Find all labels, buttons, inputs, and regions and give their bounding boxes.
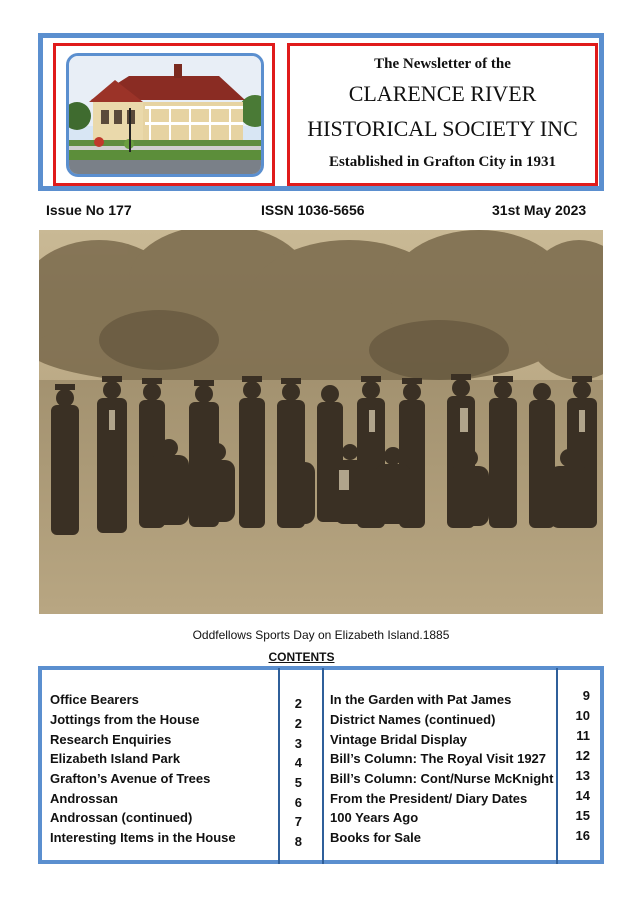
contents-heading: CONTENTS <box>268 650 335 664</box>
column-divider <box>278 668 280 864</box>
page-number: 7 <box>294 814 302 829</box>
contents-entry[interactable]: Bill’s Column: The Royal Visit 1927 <box>330 751 547 766</box>
contents-entry[interactable]: Jottings from the House <box>50 712 200 727</box>
column-divider <box>322 668 324 864</box>
society-name-line2: HISTORICAL SOCIETY INC <box>307 116 578 141</box>
contents-entry[interactable]: From the President/ Diary Dates <box>330 791 528 806</box>
page-number: 8 <box>294 834 302 849</box>
newsletter-subtitle: The Newsletter of the <box>374 56 511 72</box>
page-number: 5 <box>294 775 302 790</box>
page-number: 2 <box>294 716 302 731</box>
page-number: 16 <box>575 828 590 843</box>
page-number: 11 <box>576 728 590 743</box>
issue-date: 31st May 2023 <box>492 202 587 218</box>
page-number: 6 <box>294 795 302 810</box>
contents-entry[interactable]: Research Enquiries <box>50 732 172 747</box>
column-divider <box>556 668 558 864</box>
issue-number: Issue No 177 <box>46 202 132 218</box>
page-number: 14 <box>575 788 590 803</box>
historic-group-photo <box>39 230 603 614</box>
logo-frame <box>53 43 275 186</box>
contents-entry[interactable]: Office Bearers <box>50 692 139 707</box>
contents-entry[interactable]: Bill’s Column: Cont/Nurse McKnight <box>330 771 554 786</box>
newsletter-title-block <box>287 43 598 186</box>
contents-entry[interactable]: Grafton’s Avenue of Trees <box>50 771 211 786</box>
page-number: 12 <box>575 748 590 763</box>
contents-entry[interactable]: District Names (continued) <box>330 712 496 727</box>
contents-entry[interactable]: In the Garden with Pat James <box>330 692 512 707</box>
contents-entry[interactable]: Androssan (continued) <box>50 810 193 825</box>
contents-entry[interactable]: 100 Years Ago <box>330 810 419 825</box>
page-number: 15 <box>575 808 590 823</box>
page-number: 4 <box>294 755 302 770</box>
contents-table <box>38 666 604 864</box>
masthead <box>38 33 604 191</box>
page-number: 13 <box>575 768 590 783</box>
page-number: 10 <box>575 708 590 723</box>
contents-entry[interactable]: Elizabeth Island Park <box>50 751 181 766</box>
contents-entry[interactable]: Interesting Items in the House <box>50 830 236 845</box>
contents-entry[interactable]: Androssan <box>50 791 118 806</box>
established-line: Established in Grafton City in 1931 <box>328 154 557 170</box>
society-name-line1: CLARENCE RIVER <box>348 81 537 106</box>
society-house-image <box>66 53 264 177</box>
issn: ISSN 1036-5656 <box>261 202 365 218</box>
page-number: 2 <box>294 696 302 711</box>
photo-caption: Oddfellows Sports Day on Elizabeth Island.1885 <box>192 628 450 642</box>
contents-entry[interactable]: Vintage Bridal Display <box>330 732 468 747</box>
page-number: 3 <box>294 736 302 751</box>
page-number: 9 <box>582 688 590 703</box>
contents-entry[interactable]: Books for Sale <box>330 830 422 845</box>
